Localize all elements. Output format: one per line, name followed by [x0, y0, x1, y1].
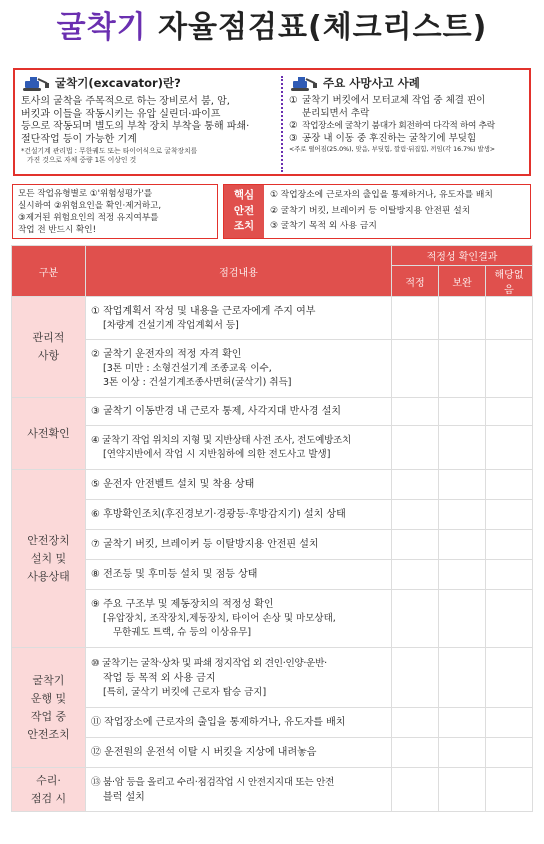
header-content: 점검내용 — [86, 246, 392, 297]
item-main: ⑧ 전조등 및 후미등 설치 및 점등 상태 — [91, 569, 258, 580]
accident-text — [302, 95, 485, 120]
column-divider — [281, 76, 283, 172]
check-item — [86, 500, 392, 530]
item-sub: [차량계 건설기계 작업계획서 등] — [103, 319, 239, 331]
na-line: 해당없 — [494, 270, 524, 281]
ok-checkbox[interactable] — [392, 426, 439, 470]
intro-box — [13, 68, 531, 176]
guide-line: 모든 작업유형별로 ①'위험성평가'를 — [18, 189, 153, 199]
ok-checkbox[interactable] — [392, 530, 439, 560]
check-item — [86, 738, 392, 768]
na-checkbox[interactable] — [486, 426, 533, 470]
accident-num: ③ — [289, 132, 298, 144]
item-main: ② 굴착기 운전자의 적정 자격 확인 — [91, 349, 242, 360]
ok-checkbox[interactable] — [392, 708, 439, 738]
na-checkbox[interactable] — [486, 768, 533, 812]
check-item — [86, 426, 392, 470]
header-ok: 적정 — [392, 266, 439, 297]
category-cell — [12, 648, 86, 768]
fix-checkbox[interactable] — [439, 590, 486, 648]
na-line: 음 — [504, 285, 514, 296]
item-main: ⑩ 굴착기는 굴착·상차 및 파쇄 정지작업 외 견인·인양·운반· — [91, 657, 327, 669]
header-result: 적정성 확인결과 — [392, 246, 533, 266]
cat-line: 작업 중 — [30, 709, 67, 723]
core-box — [223, 184, 531, 239]
fix-checkbox[interactable] — [439, 530, 486, 560]
item-sub: [연약지반에서 작업 시 지반침하에 의한 전도사고 발생] — [103, 449, 331, 460]
core-item: ③ 굴착기 목적 외 사용 금지 — [270, 221, 377, 231]
na-checkbox[interactable] — [486, 738, 533, 768]
na-checkbox[interactable] — [486, 708, 533, 738]
core-item: ① 작업장소에 근로자의 출입을 통제하거나, 유도자를 배치 — [270, 190, 493, 200]
core-label-line: 조치 — [233, 220, 255, 232]
item-sub: [3톤 미만 : 소형건설기계 조종교육 이수, — [103, 363, 272, 374]
accident-line: 작업장소에 굴착기 붐대가 회전하여 다각적 하여 추락 — [302, 121, 495, 132]
core-label-line: 안전 — [233, 204, 255, 217]
note-line: 가진 것으로 자체 중량 1톤 이상인 것 — [27, 156, 137, 164]
check-item — [86, 398, 392, 426]
accident-line: 분리되면서 추락 — [302, 107, 370, 119]
cat-line: 관리적 — [32, 331, 65, 344]
na-checkbox[interactable] — [486, 560, 533, 590]
check-item — [86, 648, 392, 708]
item-sub: 3톤 이상 : 건설기계조종사면허(굴삭기) 취득] — [103, 377, 292, 388]
na-checkbox[interactable] — [486, 530, 533, 560]
ok-checkbox[interactable] — [392, 470, 439, 500]
guide-line: ③제거된 위험요인의 적정 유지여부를 — [18, 213, 159, 223]
desc-line: 절단작업 등이 가능한 기계 — [21, 133, 137, 145]
guide-line: 실시하여 ②위험요인을 확인·제거하고, — [18, 201, 162, 211]
accident-item — [289, 95, 527, 120]
desc-line: 버킷과 이들을 작동시키는 유압 실린더·파이프 — [21, 108, 221, 120]
fix-checkbox[interactable] — [439, 708, 486, 738]
na-checkbox[interactable] — [486, 500, 533, 530]
cat-line: 안전조치 — [27, 727, 70, 741]
item-sub: 무한궤도 트랙, 슈 등의 이상유무] — [113, 627, 252, 638]
core-item: ② 굴착기 버킷, 브레이커 등 이탈방지용 안전핀 설치 — [270, 205, 471, 216]
fix-checkbox[interactable] — [439, 500, 486, 530]
check-item — [86, 470, 392, 500]
item-main: ⑥ 후방확인조치(후진경보기·경광등·후방감지기) 설치 상태 — [91, 509, 346, 520]
title-rest: 자율점검표(체크리스트) — [158, 10, 488, 45]
item-main: ⑬ 붐·암 등을 올리고 수리·점검작업 시 안전지지대 또는 안전 — [91, 776, 335, 788]
accident-stats: <주로 떨어짐(25.0%), 맞음, 부딪힘, 깔림·뒤집힘, 끼임(각 16.7%) 발생> — [289, 146, 496, 154]
accident-num: ① — [289, 95, 298, 106]
item-main: ⑫ 운전원의 운전석 이탈 시 버킷을 지상에 내려놓음 — [91, 747, 317, 758]
check-item — [86, 768, 392, 812]
header-category: 구분 — [12, 246, 86, 297]
item-main: ① 작업계획서 작성 및 내용을 근로자에게 주지 여부 — [91, 305, 316, 317]
check-item — [86, 708, 392, 738]
item-sub: [특히, 굴삭기 버킷에 근로자 탑승 금지] — [103, 686, 267, 698]
fix-checkbox[interactable] — [439, 398, 486, 426]
accident-line: 공장 내 이동 중 후진하는 굴착기에 부딪힘 — [302, 132, 477, 144]
ok-checkbox[interactable] — [392, 340, 439, 398]
accident-item — [289, 133, 527, 146]
item-main: ④ 굴착기 작업 위치의 지형 및 지반상태 사전 조사, 전도예방조치 — [91, 435, 351, 446]
check-item — [86, 530, 392, 560]
category-cell — [12, 398, 86, 470]
checklist-table — [11, 245, 533, 812]
item-main-cont: 작업 등 목적 외 사용 금지 — [103, 672, 216, 684]
category-cell — [12, 297, 86, 398]
guide-line: 작업 전 반드시 확인! — [18, 225, 97, 235]
desc-line: 토사의 굴착을 주목적으로 하는 장비로서 붐, 암, — [21, 96, 230, 107]
fix-checkbox[interactable] — [439, 738, 486, 768]
item-sub: [유압장치, 조작장치,제동장치, 타이어 손상 및 마모상태, — [103, 613, 336, 624]
item-main: ③ 굴착기 이동반경 내 근로자 통제, 사각지대 반사경 설치 — [91, 406, 342, 417]
ok-checkbox[interactable] — [392, 297, 439, 340]
ok-checkbox[interactable] — [392, 768, 439, 812]
accidents-column — [289, 74, 527, 154]
page-title — [0, 2, 544, 46]
item-main: ⑦ 굴착기 버킷, 브레이커 등 이탈방지용 안전핀 설치 — [91, 539, 319, 550]
core-list — [270, 188, 493, 235]
fix-checkbox[interactable] — [439, 560, 486, 590]
intro-header — [21, 74, 279, 92]
cat-line: 설치 및 — [30, 551, 67, 565]
fix-checkbox[interactable] — [439, 470, 486, 500]
check-item — [86, 560, 392, 590]
check-item — [86, 297, 392, 340]
na-checkbox[interactable] — [486, 470, 533, 500]
fix-checkbox[interactable] — [439, 297, 486, 340]
ok-checkbox[interactable] — [392, 560, 439, 590]
ok-checkbox[interactable] — [392, 398, 439, 426]
ok-checkbox[interactable] — [392, 590, 439, 648]
na-checkbox[interactable] — [486, 340, 533, 398]
cat-line: 안전장치 — [27, 533, 70, 547]
category-cell — [12, 768, 86, 812]
header-fix: 보완 — [439, 266, 486, 297]
ok-checkbox[interactable] — [392, 500, 439, 530]
fix-checkbox[interactable] — [439, 648, 486, 708]
fix-checkbox[interactable] — [439, 768, 486, 812]
item-main-cont: 블럭 설치 — [103, 791, 145, 803]
accidents-header — [289, 74, 527, 92]
cat-line: 굴착기 — [32, 673, 65, 687]
na-checkbox[interactable] — [486, 648, 533, 708]
excavator-icon — [21, 75, 51, 92]
na-checkbox[interactable] — [486, 297, 533, 340]
cat-line: 사전확인 — [27, 426, 70, 440]
cat-line: 운행 및 — [30, 691, 67, 705]
intro-column — [21, 74, 279, 165]
category-cell — [12, 470, 86, 648]
na-checkbox[interactable] — [486, 590, 533, 648]
title-accent: 굴착기 — [56, 10, 147, 45]
check-item — [86, 340, 392, 398]
intro-description — [21, 96, 279, 146]
intro-note — [21, 147, 279, 165]
excavator-icon — [289, 75, 319, 92]
ok-checkbox[interactable] — [392, 738, 439, 768]
item-main: ⑤ 운전자 안전벨트 설치 및 착용 상태 — [91, 479, 255, 490]
header-na — [486, 266, 533, 297]
na-checkbox[interactable] — [486, 398, 533, 426]
check-item — [86, 590, 392, 648]
item-main: ⑨ 주요 구조부 및 제동장치의 적정성 확인 — [91, 599, 274, 610]
cat-line: 사용상태 — [27, 569, 70, 583]
cat-line: 사항 — [37, 349, 60, 362]
fix-checkbox[interactable] — [439, 426, 486, 470]
desc-line: 등으로 작동되며 별도의 부착 장치 부착을 통해 파쇄· — [21, 121, 250, 132]
guide-box — [12, 184, 218, 239]
accidents-heading: 주요 사망사고 사례 — [323, 76, 420, 90]
accident-list — [289, 95, 527, 145]
accident-num: ② — [289, 120, 298, 132]
item-main: ⑪ 작업장소에 근로자의 출입을 통제하거나, 유도자를 배치 — [91, 717, 346, 728]
accident-item — [289, 120, 527, 133]
note-line: *건설기계 관리법 : 무한궤도 또는 타이어식으로 굴착장치를 — [21, 147, 198, 155]
core-label-line: 핵심 — [233, 189, 255, 201]
ok-checkbox[interactable] — [392, 648, 439, 708]
accident-line: 굴착기 버킷에서 모터교체 작업 중 체결 핀이 — [302, 95, 486, 106]
intro-heading: 굴착기(excavator)란? — [55, 76, 181, 90]
fix-checkbox[interactable] — [439, 340, 486, 398]
cat-line: 수리· — [36, 773, 61, 787]
cat-line: 점검 시 — [30, 791, 67, 805]
core-label — [224, 185, 264, 238]
